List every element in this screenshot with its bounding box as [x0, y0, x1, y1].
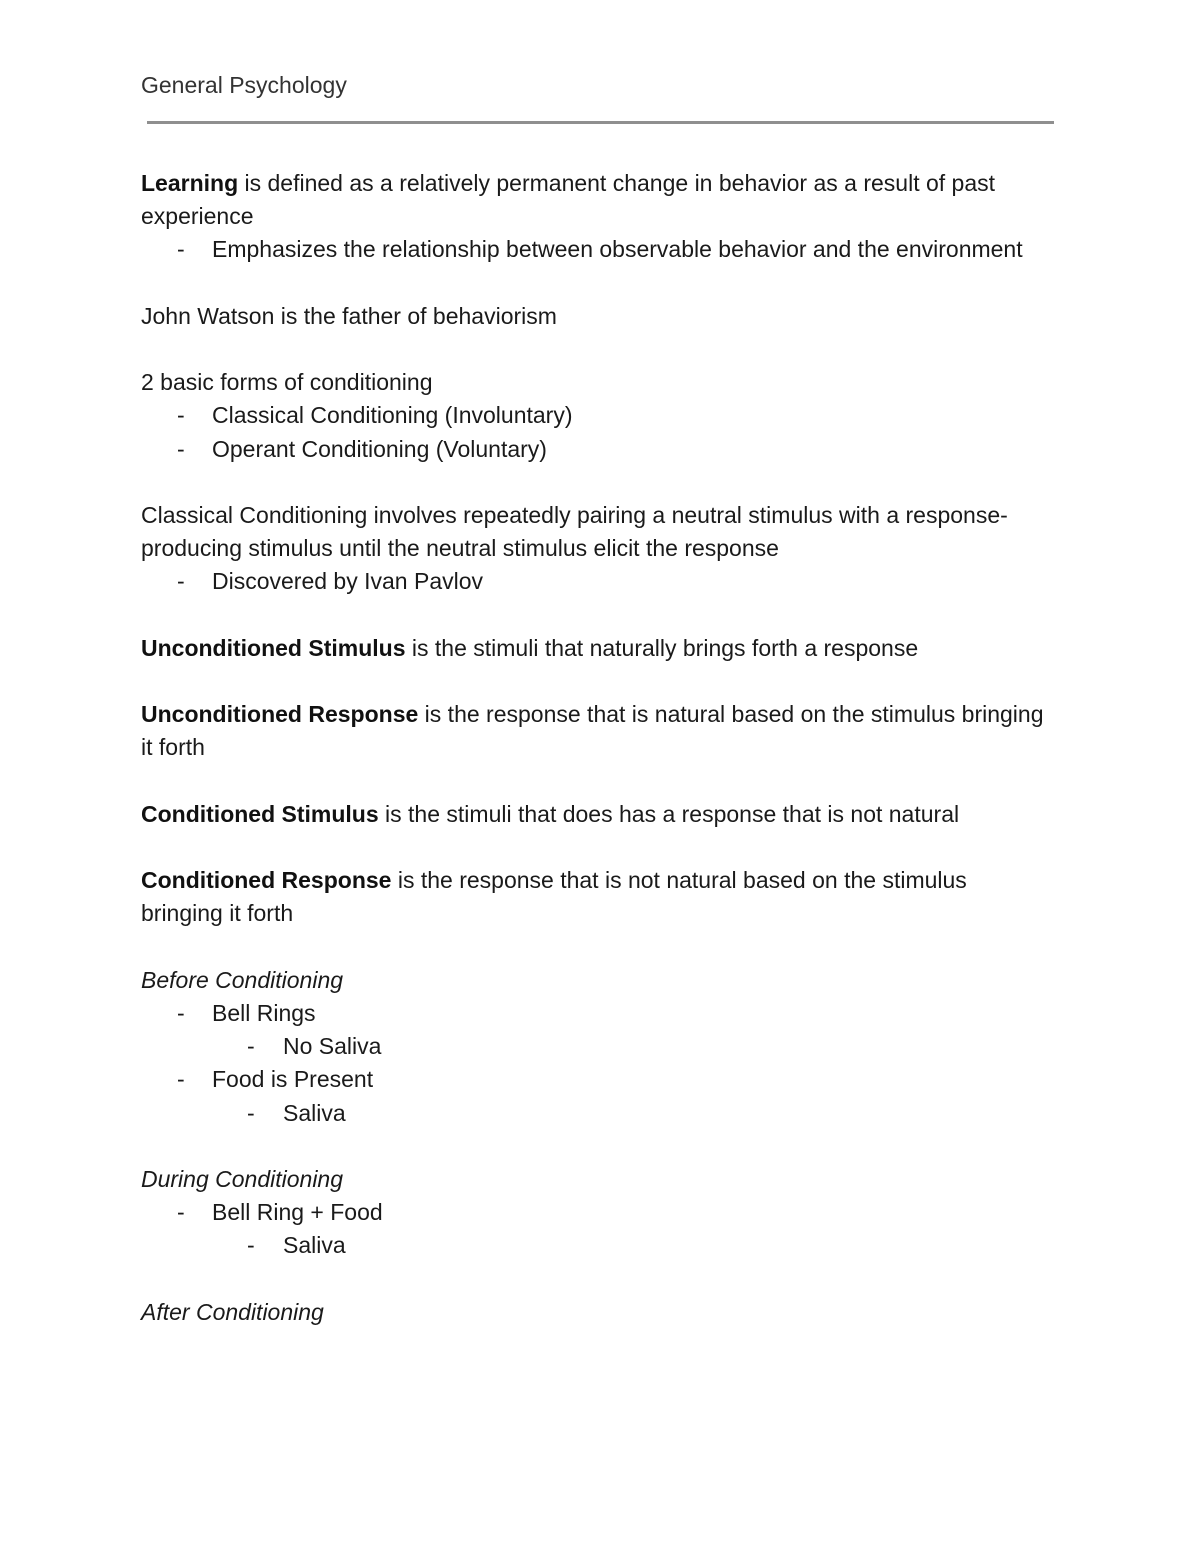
before-item: [141, 997, 1051, 1030]
before-subitem: [141, 1030, 1051, 1063]
forms-item-classical: [141, 399, 1051, 432]
dash-marker: -: [247, 1099, 255, 1126]
definition-conditioned-response: [141, 864, 1051, 930]
forms-item-text: Operant Conditioning (Voluntary): [212, 435, 547, 462]
dash-marker: -: [177, 999, 185, 1026]
forms-item-operant: [141, 433, 1051, 466]
forms-item-text: Classical Conditioning (Involuntary): [212, 402, 573, 429]
definition-term: Conditioned Response: [141, 867, 392, 894]
definition-unconditioned-stimulus: [141, 632, 1051, 665]
definition-term: Conditioned Stimulus: [141, 800, 379, 827]
dash-marker: -: [177, 435, 185, 462]
before-item-text: Food is Present: [212, 1066, 374, 1093]
classical-description: Classical Conditioning involves repeatedly pairing a neutral stimulus with a response-producing stimulus until the neutral stimulus elicit the response: [141, 501, 1008, 562]
during-item-text: Bell Ring + Food: [212, 1199, 383, 1226]
classical-bullet-text: Discovered by Ivan Pavlov: [212, 568, 484, 595]
learning-definition: [141, 167, 1051, 233]
dash-marker: -: [177, 1066, 185, 1093]
during-subitem-text: Saliva: [283, 1232, 346, 1259]
during-subitem: [141, 1229, 1051, 1262]
learning-term: Learning: [141, 170, 239, 196]
definition-unconditioned-response: [141, 698, 1051, 764]
before-subitem-text: No Saliva: [283, 1033, 382, 1060]
during-item: [141, 1196, 1051, 1229]
before-item: [141, 1063, 1051, 1096]
dash-marker: -: [177, 568, 185, 595]
dash-marker: -: [177, 236, 185, 263]
watson-statement: John Watson is the father of behaviorism: [141, 302, 557, 329]
definition-text: is the response that is natural based on the stimulus bringing it forth: [141, 701, 1044, 761]
page-header-title: General Psychology: [141, 72, 347, 98]
learning-bullet: [141, 233, 1051, 266]
before-subitem-text: Saliva: [283, 1099, 346, 1126]
definition-term: Unconditioned Response: [141, 701, 419, 728]
dash-marker: -: [247, 1033, 255, 1060]
before-subitem: [141, 1097, 1051, 1130]
definition-conditioned-stimulus: [141, 798, 1051, 831]
definition-text: is the stimuli that does has a response that is not natural: [378, 800, 960, 827]
forms-intro: 2 basic forms of conditioning: [141, 369, 433, 396]
learning-definition-text: is defined as a relatively permanent change in behavior as a result of past experience: [141, 170, 996, 230]
dash-marker: -: [177, 402, 185, 429]
classical-bullet: [141, 565, 1051, 598]
definition-text: is the response that is not natural based on the stimulus bringing it forth: [141, 867, 967, 927]
before-heading: Before Conditioning: [141, 966, 344, 993]
dash-marker: -: [177, 1199, 185, 1226]
learning-bullet-text: Emphasizes the relationship between observable behavior and the environment: [212, 236, 1023, 263]
header-divider: [147, 121, 1054, 124]
definition-text: is the stimuli that naturally brings forth a response: [405, 634, 919, 661]
definition-term: Unconditioned Stimulus: [141, 634, 406, 661]
during-heading: During Conditioning: [141, 1165, 344, 1192]
before-item-text: Bell Rings: [212, 999, 316, 1026]
after-heading: After Conditioning: [141, 1298, 324, 1325]
dash-marker: -: [247, 1232, 255, 1259]
document-body: [141, 167, 1051, 1329]
